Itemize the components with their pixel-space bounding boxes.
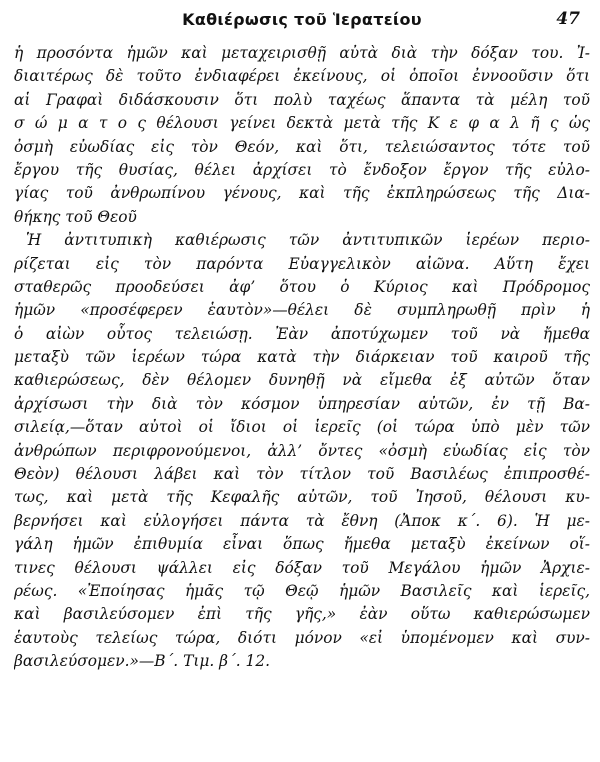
text-line: Θεὸν) θέλουσι λάβει καὶ τὸν τίτλον τοῦ Βασιλέως ἐπιπροσθέ- [14,465,590,484]
text-line: τως, καὶ μετὰ τῆς Κεφαλῆς αὐτῶν, τοῦ Ἰησοῦ, θέλουσι κυ- [14,488,590,507]
body-text [14,42,590,674]
text-line: βασιλεύσομεν.»—Β΄. Τιμ. β΄. 12. [14,652,271,671]
text-line: ἡμῶν «προσέφερεν ἑαυτὸν»—θέλει δὲ συμπληρωθῇ πρὶν ἡ [14,301,590,320]
text-line: ὀσμὴ εὐωδίας εἰς τὸν Θεόν, καὶ ὅτι, τελειώσαντος τότε τοῦ [14,137,590,156]
text-line: σιλείᾳ,—ὅταν αὐτοὶ οἱ ἴδιοι οἱ ἱερεῖς (οἱ τώρα ὑπὸ μὲν τῶν [14,418,590,437]
text-line: γίας τοῦ ἀνθρωπίνου γένους, καὶ τῆς ἐκπληρώσεως τῆς Δια- [14,184,590,203]
text-line: ρίζεται εἰς τὸν παρόντα Εὐαγγελικὸν αἰῶνα. Αὕτη ἔχει [14,254,590,273]
text-line: αἱ Γραφαὶ διδάσκουσιν ὅτι πολὺ ταχέως ἅπαντα τὰ μέλη τοῦ [14,90,590,109]
text-line: τινες θέλουσι ψάλλει εἰς δόξαν τοῦ Μεγάλου ἡμῶν Ἀρχιε- [14,558,590,577]
book-page [14,6,590,756]
text-line: ἀνθρώπων περιφρονούμενοι, ἀλλ’ ὄντες «ὀσμὴ εὐωδίας εἰς τὸν [14,441,590,460]
text-line: ἀρχίσωσι τὴν διὰ τὸν κόσμον ὑπηρεσίαν αὐτῶν, ἐν τῇ Βα- [14,394,590,413]
text-line: καὶ βασιλεύσομεν ἐπὶ τῆς γῆς,» ἐὰν οὕτω καθιερώσωμεν [14,605,590,624]
text-line: διαιτέρως δὲ τοῦτο ἐνδιαφέρει ἐκείνους, οἱ ὁποῖοι ἐννοοῦσιν ὅτι [14,67,590,86]
text-line: ὁ αἰὼν οὗτος τελειώσῃ. Ἐὰν ἀποτύχωμεν τοῦ νὰ ἤμεθα [14,324,590,343]
text-line: ρέως. «Ἐποίησας ἡμᾶς τῷ Θεῷ ἡμῶν Βασιλεῖς καὶ ἱερεῖς, [14,581,590,600]
text-line: σταθερῶς προοδεύσει ἀφ’ ὅτου ὁ Κύριος καὶ Πρόδρομος [14,277,590,296]
text-line: θήκης τοῦ Θεοῦ [14,207,137,226]
running-head [14,6,590,36]
text-line: ἡ προσόντα ἡμῶν καὶ μεταχειρισθῇ αὐτὰ διὰ τὴν δόξαν του. Ἰ- [14,44,590,62]
page-number: 47 [556,9,580,29]
text-line: ἔργου τῆς θυσίας, θέλει ἀρχίσει τὸ ἔνδοξον ἔργον τῆς εὐλο- [14,160,590,179]
text-line: σ ώ μ α τ ο ς θέλουσι γείνει δεκτὰ μετὰ τῆς Κ ε φ α λ ῆ ς ὡς [14,114,590,133]
page-header-title: Καθιέρωσις τοῦ Ἱερατείου [182,10,422,29]
text-line: μεταξὺ τῶν ἱερέων τώρα κατὰ τὴν διάρκειαν τοῦ καιροῦ τῆς [14,348,590,367]
text-line: βερνήσει καὶ εὐλογήσει πάντα τὰ ἔθνη (Ἀποκ κ΄. 6). Ἡ με- [14,511,590,530]
text-line: ἑαυτοὺς τελείως τώρα, διότι μόνον «εἰ ὑπομένομεν καὶ συν- [14,628,590,647]
text-line: καθιερώσεως, δὲν θέλομεν δυνηθῇ νὰ εἴμεθα ἐξ αὐτῶν ὅταν [14,371,590,390]
paragraph-first-line: Ἡ ἀντιτυπικὴ καθιέρωσις τῶν ἀντιτυπικῶν ἱερέων περιο- [26,231,590,250]
text-line: γάλη ἡμῶν ἐπιθυμία εἶναι ὅπως ἤμεθα μεταξὺ ἐκείνων οἵ- [14,535,590,554]
